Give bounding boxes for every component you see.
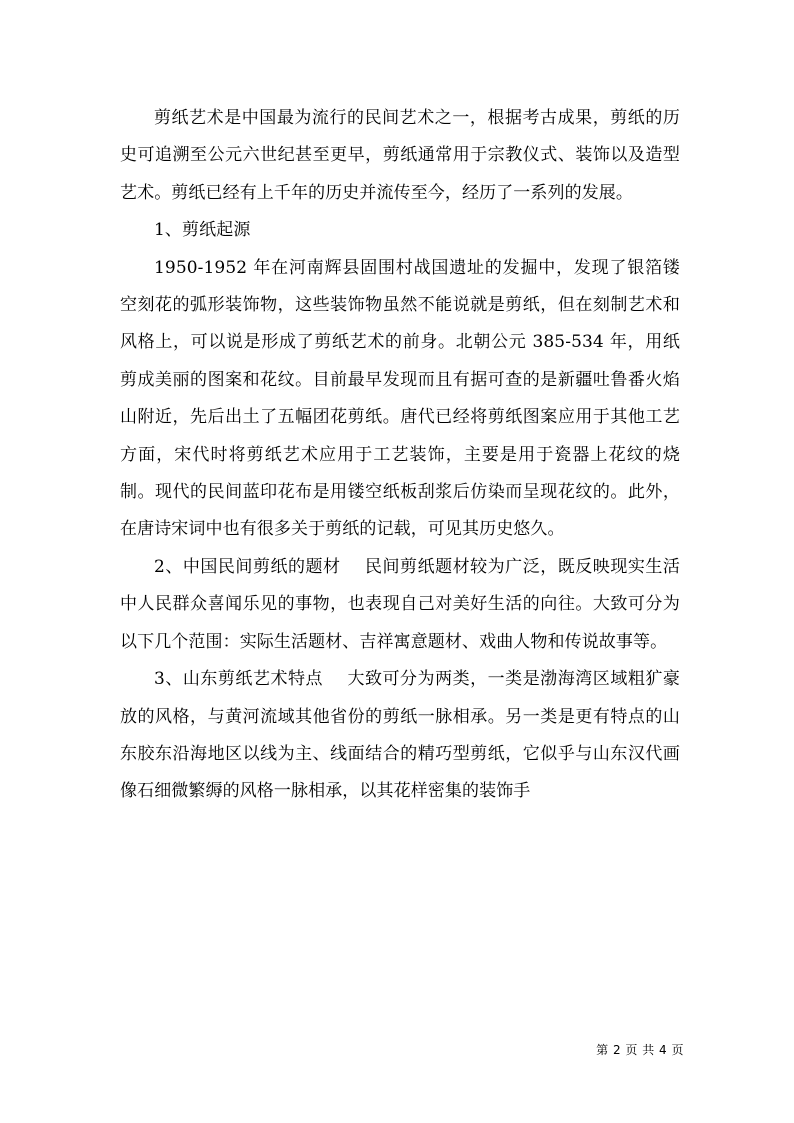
- section-heading: 2、中国民间剪纸的题材: [154, 556, 341, 577]
- paragraph-shandong: [120, 661, 680, 811]
- paragraph-intro: [120, 100, 680, 212]
- section-heading: 3、山东剪纸艺术特点: [154, 669, 324, 690]
- page-footer: [0, 1041, 794, 1061]
- paragraph-text: 大致可分为两类，一类是渤海湾区域粗犷豪放的风格，与黄河流域其他省份的剪纸一脉相承。另一类是更有特点的山东胶东沿海地区以线为主、线面结合的精巧型剪纸，它似乎与山东汉代画像石细微繁缛的风格一脉相承，以其花样密集的装饰手: [120, 669, 680, 802]
- section-heading-origin: [120, 212, 680, 249]
- paragraph-text: 民间剪纸题材较为广泛，既反映现实生活中人民群众喜闻乐见的事物，也表现自己对美好生活的向往。大致可分为以下几个范围：实际生活题材、吉祥寓意题材、戏曲人物和传说故事等。: [120, 556, 680, 652]
- paragraph-text: 1950-1952 年在河南辉县固围村战国遗址的发掘中，发现了银箔镂空刻花的弧形装饰物，这些装饰物虽然不能说就是剪纸，但在刻制艺术和风格上，可以说是形成了剪纸艺术的前身。北朝公元 385-534 年，用纸剪成美丽的图案和花纹。目前最早发现而且有据可查的是新疆吐鲁番火焰山附近，先后出土了五幅团花剪纸。唐代已经将剪纸图案应用于其他工艺方面，宋代时将剪纸艺术应用于工艺装饰，主要是用于瓷器上花纹的烧制。现代的民间蓝印花布是用镂空纸板刮浆后仿染而呈现花纹的。此外，在唐诗宋词中也有很多关于剪纸的记载，可见其历史悠久。: [120, 257, 680, 540]
- paragraph-text: 剪纸艺术是中国最为流行的民间艺术之一，根据考古成果，剪纸的历史可追溯至公元六世纪甚至更早，剪纸通常用于宗教仪式、装饰以及造型艺术。剪纸已经有上千年的历史并流传至今，经历了一系列的发展。: [120, 108, 680, 203]
- document-body: [120, 100, 680, 811]
- section-heading: 1、剪纸起源: [154, 220, 251, 241]
- paragraph-themes: [120, 549, 680, 661]
- paragraph-origin: [120, 250, 680, 549]
- page-number: 第 2 页 共 4 页: [596, 1043, 684, 1057]
